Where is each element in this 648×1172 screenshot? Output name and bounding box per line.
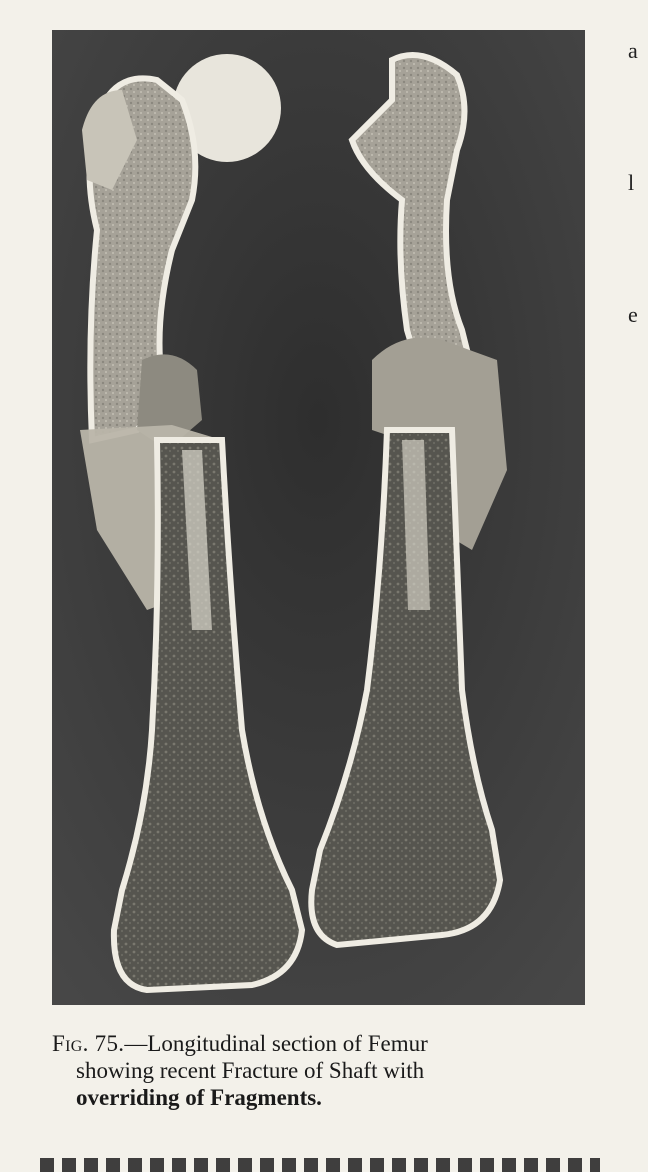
caption-line-1	[52, 1030, 592, 1057]
cropped-margin-text	[628, 40, 648, 436]
caption-line-2: showing recent Fracture of Shaft with	[76, 1058, 425, 1083]
cropped-text-fragment	[40, 1158, 600, 1172]
caption-line-3: overriding of Fragments.	[76, 1085, 322, 1110]
figure-label: Fig. 75.	[52, 1031, 125, 1056]
femur-photograph	[52, 30, 585, 1005]
cropped-next-line	[0, 1150, 634, 1170]
caption-text: —Longitudinal section of Femur	[124, 1031, 428, 1056]
margin-letter: l	[628, 170, 635, 195]
margin-letter: e	[628, 302, 638, 327]
figure-caption	[52, 1030, 592, 1111]
femur-illustration	[52, 30, 585, 1005]
margin-letter: a	[628, 38, 638, 63]
